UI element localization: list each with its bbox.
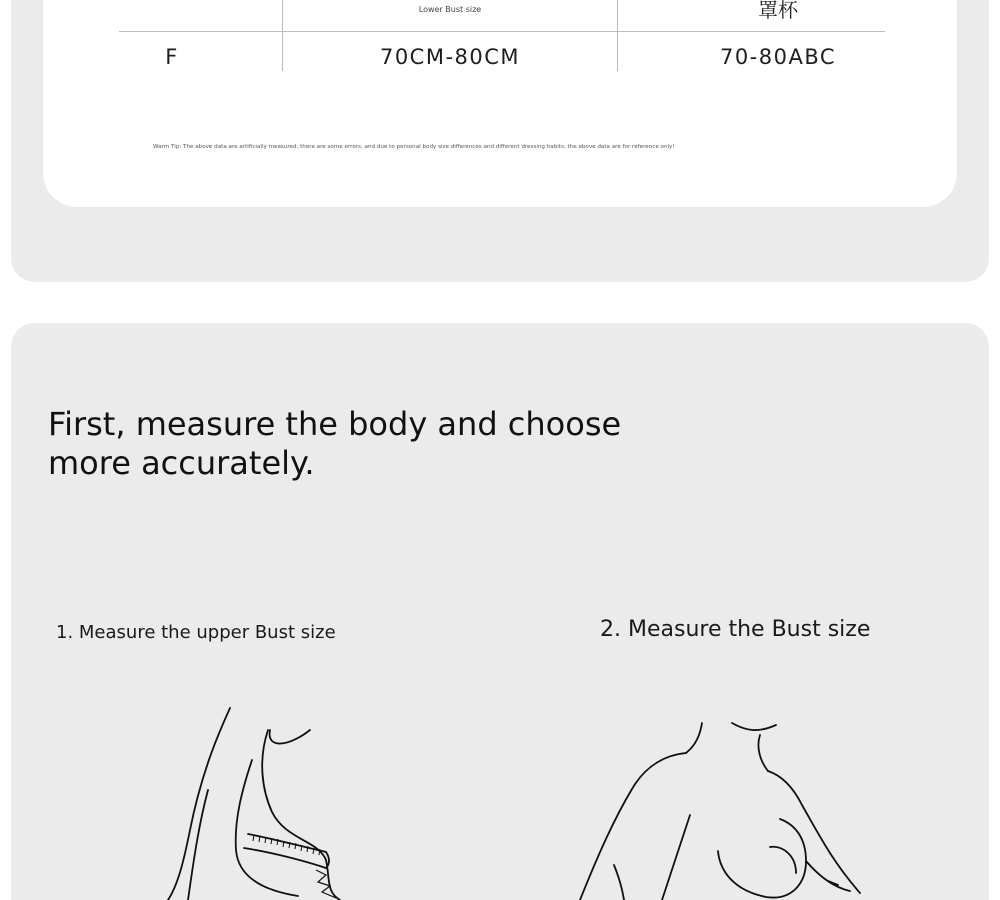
- lower-bust-value: 70CM-80CM: [379, 45, 521, 69]
- upper-bust-illustration: [140, 700, 380, 900]
- size-table-card: [43, 0, 957, 207]
- guide-headline-line1: First, measure the body and choose: [48, 405, 622, 443]
- guide-headline-line2: more accurately.: [48, 444, 315, 482]
- header-cup: 罩杯: [758, 0, 798, 22]
- guide-headline: [48, 405, 688, 483]
- cup-value: 70-80ABC: [719, 45, 837, 69]
- size-value: F: [165, 45, 179, 69]
- table-row-divider: [119, 31, 885, 32]
- step-upper-bust-label: 1. Measure the upper Bust size: [56, 622, 336, 643]
- header-lower-bust: Lower Bust size: [418, 5, 482, 14]
- bust-illustration: [570, 715, 880, 900]
- warm-tip-text: Warm Tip: The above data are artificially measured, there are some errors, and due to personal body size differences and different dressing habits, the above data are for reference only!: [153, 144, 675, 150]
- step-bust-label: 2. Measure the Bust size: [600, 617, 871, 642]
